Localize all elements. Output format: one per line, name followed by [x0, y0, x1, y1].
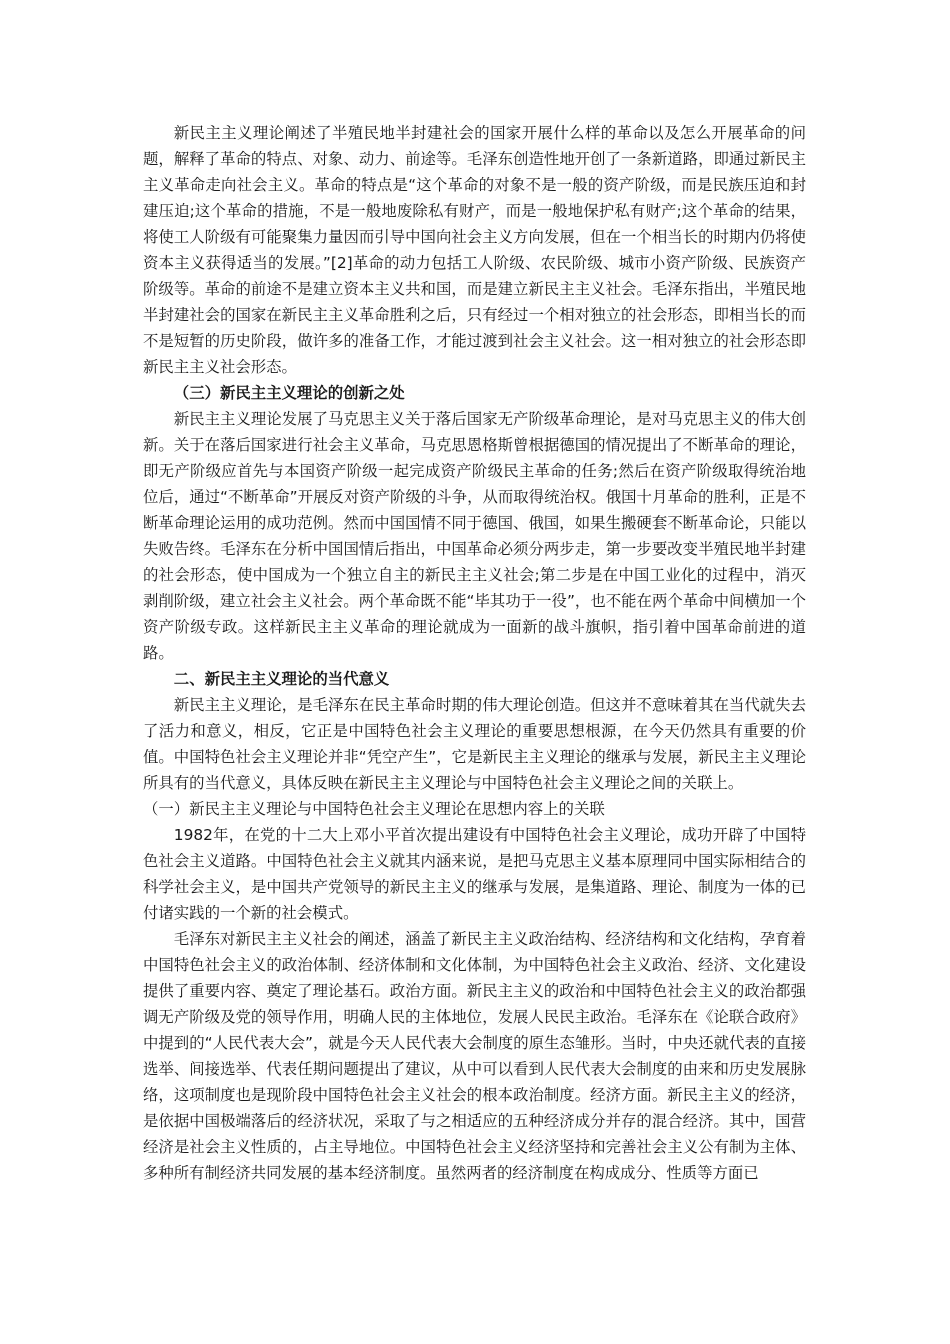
section-heading-innovation: （三）新民主主义理论的创新之处 — [173, 384, 405, 402]
document-page — [143, 120, 806, 1186]
subsection-heading-content-link: （一）新民主主义理论与中国特色社会主义理论在思想内容上的关联 — [143, 800, 605, 818]
paragraph-1982-congress: 1982年，在党的十二大上邓小平首次提出建设有中国特色社会主义理论，成功开辟了中国特色社会主义道路。中国特色社会主义就其内涵来说，是把马克思主义基本原理同中国实际相结合的科学社会主义，是中国共产党领导的新民主主义的继承与发展，是集道路、理论、制度为一体的已付诸实践的一个新的社会模式。 — [143, 826, 806, 922]
paragraph-political-economic-structure: 毛泽东对新民主主义社会的阐述，涵盖了新民主主义政治结构、经济结构和文化结构，孕育着中国特色社会主义的政治体制、经济体制和文化体制，为中国特色社会主义政治、经济、文化建设提供了重要内容、奠定了理论基石。政治方面。新民主主义的政治和中国特色社会主义的政治都强调无产阶级及党的领导作用，明确人民的主体地位，发展人民民主政治。毛泽东在《论联合政府》中提到的“人民代表大会”，就是今天人民代表大会制度的原生态雏形。当时，中央还就代表的直接选举、间接选举、代表任期问题提出了建议，从中可以看到人民代表大会制度的由来和历史发展脉络，这项制度也是现阶段中国特色社会主义社会的根本政治制度。经济方面。新民主主义的经济，是依据中国极端落后的经济状况，采取了与之相适应的五种经济成分并存的混合经济。其中，国营经济是社会主义性质的，占主导地位。中国特色社会主义经济坚持和完善社会主义公有制为主体、多种所有制经济共同发展的基本经济制度。虽然两者的经济制度在构成成分、性质等方面已 — [143, 930, 806, 1182]
paragraph-innovation: 新民主主义理论发展了马克思主义关于落后国家无产阶级革命理论，是对马克思主义的伟大创新。关于在落后国家进行社会主义革命，马克思恩格斯曾根据德国的情况提出了不断革命的理论，即无产阶级应首先与本国资产阶级一起完成资产阶级民主革命的任务;然后在资产阶级取得统治地位后，通过“不断革命”开展反对资产阶级的斗争，从而取得统治权。俄国十月革命的胜利，正是不断革命理论运用的成功范例。然而中国国情不同于德国、俄国，如果生搬硬套不断革命论，只能以失败告终。毛泽东在分析中国国情后指出，中国革命必须分两步走，第一步要改变半殖民地半封建的社会形态，使中国成为一个独立自主的新民主主义社会;第二步是在中国工业化的过程中，消灭剥削阶级，建立社会主义社会。两个革命既不能“毕其功于一役”，也不能在两个革命中间横加一个资产阶级专政。这样新民主主义革命的理论就成为一面新的战斗旗帜，指引着中国革命前进的道路。 — [143, 410, 806, 662]
section-heading-contemporary-significance: 二、新民主主义理论的当代意义 — [173, 670, 390, 688]
paragraph-revolution-characteristics: 新民主主义理论阐述了半殖民地半封建社会的国家开展什么样的革命以及怎么开展革命的问题，解释了革命的特点、对象、动力、前途等。毛泽东创造性地开创了一条新道路，即通过新民主主义革命走向社会主义。革命的特点是“这个革命的对象不是一般的资产阶级，而是民族压迫和封建压迫;这个革命的措施，不是一般地废除私有财产，而是一般地保护私有财产;这个革命的结果，将使工人阶级有可能聚集力量因而引导中国向社会主义方向发展，但在一个相当长的时期内仍将使资本主义获得适当的发展。”[2]革命的动力包括工人阶级、农民阶级、城市小资产阶级、民族资产阶级等。革命的前途不是建立资本主义共和国，而是建立新民主主义社会。毛泽东指出，半殖民地半封建社会的国家在新民主主义革命胜利之后，只有经过一个相对独立的社会形态，即相当长的而不是短暂的历史阶段，做许多的准备工作，才能过渡到社会主义社会。这一相对独立的社会形态即新民主主义社会形态。 — [143, 124, 806, 376]
paragraph-contemporary-significance: 新民主主义理论，是毛泽东在民主革命时期的伟大理论创造。但这并不意味着其在当代就失去了活力和意义，相反，它正是中国特色社会主义理论的重要思想根源，在今天仍然具有重要的价值。中国特色社会主义理论并非“凭空产生”，它是新民主主义理论的继承与发展，新民主主义理论所具有的当代意义，具体反映在新民主主义理论与中国特色社会主义理论之间的关联上。 — [143, 696, 806, 792]
